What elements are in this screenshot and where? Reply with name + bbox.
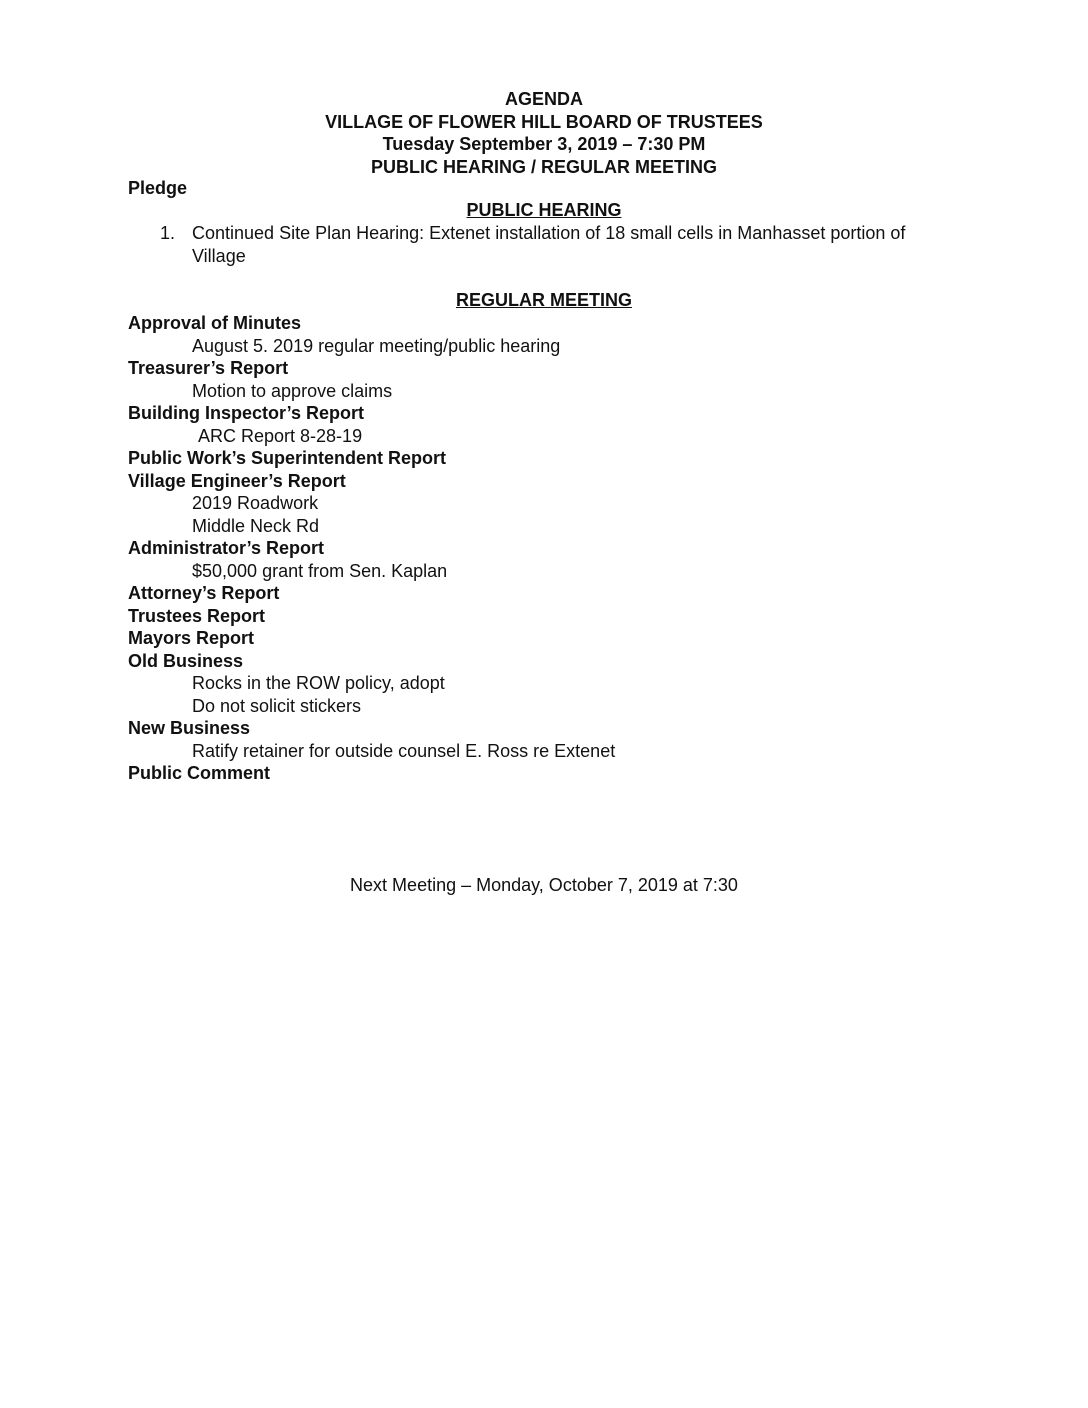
public-hearing-title: PUBLIC HEARING	[466, 200, 622, 220]
agenda-subitem: Ratify retainer for outside counsel E. Ross re Extenet	[192, 740, 616, 761]
agenda-section-heading: Trustees Report	[128, 605, 266, 626]
agenda-subitem: Rocks in the ROW policy, adopt	[192, 673, 445, 693]
hearing-item-text: Continued Site Plan Hearing: Extenet installation of 18 small cells in Manhasset portion of Village	[192, 223, 906, 266]
agenda-section-heading: Building Inspector’s Report	[128, 403, 365, 423]
agenda-subitem: Middle Neck Rd	[192, 515, 320, 536]
agenda-section-heading: Village Engineer’s Report	[128, 470, 346, 491]
regular-meeting-title: REGULAR MEETING	[455, 290, 632, 310]
pledge-heading: Pledge	[128, 178, 188, 198]
agenda-subitem: 2019 Roadwork	[192, 493, 319, 513]
agenda-subitem: ARC Report 8-28-19	[198, 425, 363, 446]
agenda-section-heading: Public Work’s Superintendent Report	[128, 448, 447, 468]
hearing-item-number: 1.	[160, 223, 176, 243]
agenda-section-heading: Treasurer’s Report	[128, 358, 289, 378]
agenda-section-heading: Public Comment	[128, 763, 271, 783]
meeting-type: PUBLIC HEARING / REGULAR MEETING	[370, 156, 717, 177]
agenda-title: AGENDA	[504, 89, 583, 109]
public-hearing-item	[160, 222, 960, 267]
agenda-section-heading: Old Business	[128, 650, 244, 671]
agenda-subitem: Do not solicit stickers	[192, 695, 362, 716]
organization-name: VILLAGE OF FLOWER HILL BOARD OF TRUSTEES	[325, 111, 763, 132]
agenda-section-heading: New Business	[128, 718, 251, 738]
agenda-header	[0, 88, 1088, 178]
next-meeting-note: Next Meeting – Monday, October 7, 2019 at 7:30	[350, 875, 738, 895]
agenda-subitem: Motion to approve claims	[192, 380, 393, 401]
agenda-section-heading: Mayors Report	[128, 628, 255, 648]
agenda-subitem: $50,000 grant from Sen. Kaplan	[192, 560, 448, 581]
agenda-section-heading: Administrator’s Report	[128, 538, 325, 558]
agenda-subitem: August 5. 2019 regular meeting/public hearing	[192, 335, 561, 356]
agenda-section-heading: Approval of Minutes	[128, 313, 302, 333]
agenda-section-heading: Attorney’s Report	[128, 583, 280, 603]
meeting-date-time: Tuesday September 3, 2019 – 7:30 PM	[382, 134, 706, 154]
regular-meeting-agenda	[128, 312, 1008, 785]
